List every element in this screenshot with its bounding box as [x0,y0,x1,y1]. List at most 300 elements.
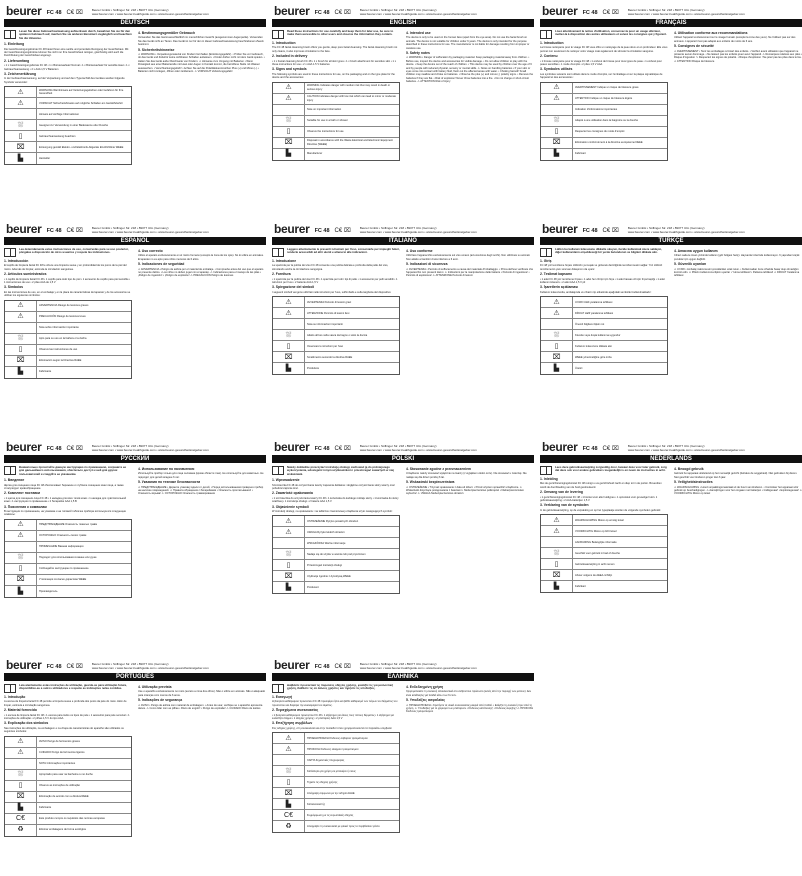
web-line: www.beurer.com • www.beurer-healthguide.com • www.beurer-gesundheitsratgeber.com [91,666,209,670]
web-line: www.beurer.com • www.beurer-healthguide.com • www.beurer-gesundheitsratgeber.com [359,230,477,234]
symbol-row [5,825,131,836]
symbol-description: Gebruiksaanwijzing in acht nemen [575,562,615,566]
symbol-row [541,548,667,559]
symbol-cell [273,733,305,743]
web-line: www.beurer.com • www.beurer-healthguide.com • www.beurer-gesundheitsratgeber.com [91,12,209,16]
symbol-description: Apropriado para usar na banheira ou no duche [39,772,93,776]
language-title: ΕΛΛΗΝΙΚΑ [272,673,534,681]
weee-bin-icon: ⌧ [552,571,561,579]
section-heading: 3. Пояснения к символам [4,504,47,509]
section-text: ⚠ AVVERTENZA • Pericolo di soffocamento a causa del materiale d'imballaggio. • Prima dell'uso verificare che l'apparecchio non presenti danni. ⚠ Indicazioni per la manipolazione delle batterie • Pericolo di ingestione! • Pericolo di esplosione! ⚠ ATTENZIONE Pericolo di lesioni [406,267,534,278]
symbol-row [273,755,399,766]
symbol-row [273,341,399,352]
symbol-row [541,149,667,160]
address-line: Beurer GmbH • Söflinger Str. 218 • 89077 Ulm (Germany) [359,8,437,12]
manual-book-icon [272,466,284,475]
language-panel-nederlands [540,438,802,652]
language-title: ENGLISH [272,19,534,27]
symbols-table [272,296,400,375]
symbol-cell [541,105,573,115]
section-heading: 5. Wskazówki bezpieczeństwa [406,480,455,485]
symbol-row [5,356,131,367]
left-column [4,248,132,381]
section-text: ⚠ ПРЕДУПРЕЖДЕНИЕ • Держите упаковку вдали от детей. • Перед использованием проверьте прибор на наличие повреждений. ⚠ Правила обращения с батарейками • Опасность проглатывания! • Опасность взрыва! ⚠ ОСТОРОЖНО Опасность травмирования [138,485,264,496]
panel-columns [272,30,534,163]
symbols-table [272,732,400,833]
symbol-description: DİKKAT Hafif yaralanma tehlikesi [575,311,614,315]
symbol-row [5,803,131,814]
symbol-description: Indication d'informations importantes [575,107,618,111]
symbol-row [5,770,131,781]
symbol-row [5,301,131,312]
section-text: • 1 gezichtsreinigingsborstel FC 48 • 1 borstel voor alle huidtypes • 1 opzetstuk voor gevoelige huid • 1 gebruiksaanwijzing • 2 AAA-batterijen 1,5 V [540,495,658,503]
symbol-description: AANWIJZING Belangrijke informatie [575,540,617,544]
symbol-row [5,131,131,142]
intro-note [4,466,132,476]
manual-icon: ▯ [18,132,23,140]
shower-icon: ⛆ [553,116,560,124]
symbol-row [273,810,399,821]
manual-icon: ▯ [286,127,291,135]
symbol-description: Απόρριψη σύμφωνα με την οδηγία ΑΗΗΕ [307,791,355,795]
symbol-row [273,766,399,777]
section-text: ⚠ UYARI • Ambalaj malzemesini çocuklardan uzak tutun. • Kullanmadan önce cihazda hasar olup olmadığını kontrol edin. ⚠ Pillerin kullanımına ilişkin uyarılar • Yutma tehlikesi! • Patlama tehlikesi! ⚠ DİKKAT Yaralanma tehlikesi [674,267,800,278]
panel-header [4,220,266,235]
symbol-cell [541,548,573,558]
symbol-row [273,821,399,832]
section-heading: 2. Комплект поставки [4,491,41,496]
language-title: РУССКИЙ [4,455,266,463]
section-heading: 3. Spiegazione dei simboli [272,285,315,290]
web-line: www.beurer.com • www.beurer-healthguide.com • www.beurer-gesundheitsratgeber.com [627,12,745,16]
symbol-cell [5,87,37,97]
intro-text: Należy dokładnie przeczytać instrukcję obsługi, zachować ją do późniejszego wykorzystania, udostępnić innym użytkownikom i przestrzegać zawartych w niej wskazówek. [287,465,394,476]
symbol-cell [273,799,305,809]
symbol-row [273,527,399,538]
address-line: Beurer GmbH • Söflinger Str. 218 • 89077 Ulm (Germany) [627,444,705,448]
symbol-row [541,116,667,127]
section-heading: 1. Inleiding [540,477,558,481]
symbol-cell [273,527,305,537]
section-text: El cepillo de limpieza facial FC 48 le ofrece una limpieza suave y en profundidad de los poros de la piel del rostro. Además de limpiar, estimula la circulación sanguínea. [4,264,127,271]
right-column [138,30,266,167]
language-panel-español [4,220,266,434]
panel-columns [540,466,802,595]
shower-icon: ⛆ [285,331,292,339]
symbol-row [273,777,399,788]
section-text: Щетка для очищения лица FC 48 обеспечивает бережное и глубокое очищение кожи лица, а также стимулирует кровообращение. [4,483,124,491]
recycle-icon: ♻ [17,826,24,834]
symbol-description: Hersteller [39,157,51,161]
intro-text: Διαβάστε προσεκτικά τις παρούσες οδηγίες χρήσης, φυλάξτε τις για μελλοντική χρήση, διαθέστε τις σε άλλους χρήστες και τηρήστε τις υποδείξεις. [287,683,394,691]
intro-note [4,684,132,693]
symbol-cell [273,363,305,374]
panel-columns [4,30,266,167]
symbol-description: Observe as instruções de utilização [39,783,80,787]
manual-icon: ▯ [286,778,291,786]
symbol-cell [273,821,305,832]
symbol-row [273,319,399,330]
language-title: ESPAÑOL [4,237,266,245]
intro-note [540,30,668,39]
symbol-cell [5,312,37,322]
symbol-row [541,537,667,548]
language-title: ITALIANO [272,237,534,245]
brand-logo: beurer [6,4,42,18]
panel-header [4,656,266,671]
symbol-row [5,323,131,334]
symbol-row [273,308,399,319]
symbol-row [273,582,399,593]
intro-note [272,684,400,693]
brand-logo: beurer [274,658,310,672]
symbol-description: Κατάλληλο για χρήση σε μπανιέρα ή ντους [307,769,356,773]
symbol-description: CAUTION Indicates danger with low risk which can lead to minor or moderate injury [307,95,396,102]
weee-bin-icon: ⌧ [552,138,561,146]
section-text: ⚠ WARNUNG • Verpackungsmaterial von Kindern fernhalten (Erstickungsgefahr). • Prüfen Sie vor Gebrauch, ob das Gerät und Zubehör keine sichtbaren Schäden aufweisen. • Kinder dürfen nicht mit dem Gerät spielen. • Halten Sie das Gerät außer Reichweite von Kindern. ⚠ Hinweise zum Umgang mit Batterien • Wenn Flüssigkeit aus einer Batteriezelle mit Haut oder Augen in Kontakt kommt, die betroffene Stelle mit Wasser auswaschen. • Verschluckungsgefahr! • Achten Sie auf die Polaritätskennzeichen Plus (+) und Minus (-). • Batterien nicht zerlegen, öffnen oder zerkleinern. ⚠ VORSICHT Verletzungsgefahr [138,53,265,74]
intro-text: Lees deze gebruiksaanwijzing zorgvuldig door, bewaar deze voor later gebruik, zorg dat deze ook voor andere gebruikers toegankelijk is en neem de instructies in acht. [555,465,667,473]
section-heading: 1. Introdução [4,695,26,699]
symbol-description: Utylizacja zgodnie z dyrektywą WEEE [307,574,351,578]
intro-note [540,248,668,257]
intro-text: Lesen Sie diese Gebrauchsanweisung aufmerksam durch, bewahren Sie sie für den späteren Gebrauch auf, machen Sie sie anderen Benutzern zugänglich und beachten Sie die Hinweise. [19,29,132,40]
symbol-row [273,571,399,582]
symbol-description: ОСТОРОЖНО Опасность легких травм [39,534,87,538]
symbol-cell [541,116,573,126]
symbol-description: ПРЕДУПРЕЖДЕНИЕ Опасность тяжелых травм [39,523,98,527]
section-heading: 5. Υποδείξεις ασφαλείας [406,698,446,703]
manufacturer-address [92,662,209,670]
left-column [272,248,400,377]
manufacturer-address [92,8,209,16]
symbol-row [273,538,399,549]
symbol-cell [273,149,305,160]
section-heading: 5. Indicazioni di sicurezza [406,262,448,267]
symbol-description: Küvette veya duşta kullanıma uygundur [575,333,621,337]
model-number: FC 48 [582,446,598,452]
symbol-cell [541,149,573,160]
manufacturer-address [360,8,477,16]
ce-weee-marks: C€ ⌧ [334,228,351,234]
section-text: Στις οδηγίες χρήσης, στη συσκευασία και στην πινακίδα τύπου χρησιμοποιούνται τα παρακάτω σύμβολα: [272,726,393,730]
symbol-cell [5,575,37,585]
section-text: • 1 x Gesichtsreinigungsbürste FC 48 • 1 x Bürstenaufsatz Normal • 1 x Bürstenaufsatz für sensible Haut • 1 x Gebrauchsanweisung • 2 x AAA 1,5 V Batterien [4,64,130,71]
symbol-cell [5,803,37,813]
web-line: www.beurer.com • www.beurer-healthguide.com • www.beurer-gesundheitsratgeber.com [359,12,477,16]
section-heading: 2. Zawartość opakowania [272,491,313,496]
address-line: Beurer GmbH • Söflinger Str. 218 • 89077 Ulm (Germany) [91,662,169,666]
symbol-description: Önemli bilgilere ilişkin not [575,322,605,326]
address-line: Beurer GmbH • Söflinger Str. 218 • 89077 Ulm (Germany) [627,8,705,12]
symbols-table [4,519,132,598]
manual-icon: ▯ [18,565,23,573]
address-line: Beurer GmbH • Söflinger Str. 218 • 89077 Ulm (Germany) [91,8,169,12]
symbol-cell [541,308,573,318]
caution-icon: ⚠ [553,94,560,102]
section-text: Χρησιμοποιείτε τη συσκευή αποκλειστικά στο ανθρώπινο πρόσωπο (εκτός από την περιοχή των ματιών). Δεν είναι κατάλληλη για παιδιά κάτω των 6 ετών. [406,690,532,697]
section-heading: 5. Sicherheitshinweise [138,47,175,52]
section-text: • 1 szczoteczka do oczyszczania twarzy FC 48 • 1 końcówka do każdego rodzaju skóry • 1 końcówka do skóry wrażliwej • 1 instrukcja obsługi • 2 baterie AAA 1,5 V [272,496,399,504]
section-heading: 3. Símbolos [4,285,24,290]
panel-header [272,2,534,17]
section-text: Η βούρτσα καθαρισμού προσώπου FC 48 προσφέρει ήπιο και βαθύ καθαρισμό των πόρων του δέρματος του προσώπου και διεγείρει την κυκλοφορία του αίματος. [272,700,398,707]
symbol-description: PRECAUCIÓN Riesgo de lesiones leves [39,314,86,318]
section-heading: 1. Introduction [272,41,296,45]
symbol-cell [5,814,37,824]
symbol-description: AVISO Perigo de ferimentos graves [39,739,80,743]
section-heading: 1. Introducción [4,259,29,263]
manual-book-icon [540,466,552,475]
section-text: FC 48 yüz temizleme fırçası cildinizin yumuşak ve gözenek derinliğinde temizlenmesini sağlar. Yüz cildinizi temizlemenin yanı sıra kan dolaşımını da uyarır. [540,264,663,271]
symbol-cell [273,105,305,115]
section-text: ⚠ AVERTISSEMENT • Tenir les emballages à l'écart des enfants. • Vérifiez avant utilisation que l'appareil ne présente aucun dommage. • Ne laissez pas les enfants jouer avec l'appareil. ⚠ Remarques relatives aux piles • Risque d'ingestion ! • Respectez les signes de polarité. • Risque d'explosion ! Ne jetez pas les piles dans le feu. ⚠ ATTENTION Risque de blessure [674,49,802,63]
symbol-cell [541,319,573,329]
symbol-row [541,105,667,116]
symbol-row [541,515,667,526]
symbols-table [540,82,668,161]
section-heading: 2. Teslimat kapsamı [540,272,572,277]
right-column [406,30,534,163]
section-heading: 4. Uso correcto [138,249,163,253]
language-panel-français [540,2,802,216]
symbol-row [541,319,667,330]
symbol-description: WSKAZÓWKA Ważne informacje [307,541,346,545]
ce-weee-marks: C€ ⌧ [66,228,83,234]
recycle-icon: ♻ [285,823,292,831]
section-text: The FC 48 facial cleansing brush offers you gentle, deep pore facial cleansing. The facial cleansing brush not only cleans, it also improves circulation to the face. [272,46,398,53]
symbol-description: Observe las instrucciones de uso [39,347,78,351]
warning-icon: ⚠ [17,88,24,96]
symbol-cell [5,345,37,355]
web-line: www.beurer.com • www.beurer-healthguide.com • www.beurer-gesundheitsratgeber.com [627,230,745,234]
symbol-description: Συμμόρφωση με τις ευρωπαϊκές οδηγίες [307,813,354,817]
symbol-cell [5,781,37,791]
section-heading: 4. Beoogd gebruik [674,467,704,471]
symbol-cell [541,363,573,374]
manufacturer-icon: ▙ [17,368,24,376]
right-column [406,684,534,835]
symbols-table [272,82,400,161]
ce-weee-marks: C€ ⌧ [602,228,619,234]
shower-icon: ⛆ [17,334,24,342]
section-text: Szczoteczka FC 48 do oczyszczania twarzy zapewnia delikatne i dogłębne oczyszczanie skóry twarzy oraz pobudza krążenie krwi. [272,483,395,491]
symbol-description: VOORZICHTIG Risico op licht letsel [575,529,617,533]
manufacturer-address [92,444,209,452]
symbol-row [541,526,667,537]
symbol-cell [5,120,37,130]
symbol-cell [541,559,573,569]
symbol-row [5,553,131,564]
symbol-description: Geeignet zur Verwendung in einer Badewanne oder Dusche [39,123,109,127]
symbol-row [5,109,131,120]
language-title: FRANÇAIS [540,19,802,27]
symbol-row [5,153,131,164]
symbol-cell [273,330,305,340]
symbol-cell [5,564,37,574]
section-text: Utilisez l'appareil exclusivement sur le visage humain (excepté la zone des yeux). Ne l'utilisez pas sur des animaux. L'appareil n'est pas adapté aux enfants de moins de 6 ans. [674,36,796,43]
symbols-table [4,86,132,165]
manual-book-icon [540,30,552,39]
section-heading: 2. Material fornecido [4,708,37,713]
shower-icon: ⛆ [285,767,292,775]
section-heading: 4. Использование по назначению [138,467,195,471]
section-text: • 1 щетка для очищения лица FC 48 • 1 насадка для всех типов кожи • 1 насадка для чувствительной кожи • 1 инструкция по применению • 2 батарейки AAA 1,5 В [4,496,127,504]
symbol-cell [273,116,305,126]
web-line: www.beurer.com • www.beurer-healthguide.com • www.beurer-gesundheitsratgeber.com [627,448,745,452]
symbol-row [273,788,399,799]
symbol-description: Adatto all'uso nella vasca da bagno o sotto la doccia [307,333,368,337]
symbol-description: Eliminação de acordo com a diretiva REEE [39,794,89,798]
symbol-cell [541,570,573,580]
symbol-description: Este produto cumpre os requisitos das normas europeias [39,816,105,820]
shower-icon: ⛆ [553,331,560,339]
symbol-description: Produttore [307,367,320,371]
section-text: ⚠ ADVERTENCIA • Peligro de asfixia por el material de embalaje. • Compruebe antes del uso que el aparato no presente daños. • Los niños no deben jugar con el aparato. ⚠ Indicaciones para el manejo de las pilas • ¡Peligro de ingestión! • ¡Peligro de explosión! ⚠ PRECAUCIÓN Peligro de lesiones [138,267,264,278]
language-panel-english [272,2,534,216]
section-heading: 2. Fornitura [272,272,291,277]
panel-header [272,438,534,453]
symbol-row [541,559,667,570]
section-heading: 1. Εισαγωγή [272,695,293,699]
section-heading: 3. Zeichenerklärung [4,72,37,77]
manual-book-icon [272,248,284,257]
symbol-description: Manufacturer [307,152,323,156]
manual-icon: ▯ [554,560,559,568]
symbol-cell [273,341,305,351]
language-panel-türkçe [540,220,802,434]
manual-book-icon [540,248,552,257]
section-text: • 1 adet FC 48 yüz temizleme fırçası • 1 adet her cilt tipi için fırça • 1 adet hassas cilt için fırça başlığı • 1 adet kullanım kılavuzu • 2 adet AAA 1,5 V pil [540,277,665,285]
symbol-description: ПРИМЕЧАНИЕ Важная информация [39,545,84,549]
model-number: FC 48 [582,228,598,234]
symbol-cell [541,526,573,536]
symbol-description: Fabricante [39,805,52,809]
section-heading: 1. Introduzione [272,259,297,263]
panel-columns [272,248,534,377]
symbol-row [5,542,131,553]
symbol-cell [5,770,37,780]
shower-icon: ⛆ [553,549,560,557]
model-number: FC 48 [314,664,330,670]
symbol-row [541,297,667,308]
symbol-cell [273,319,305,329]
symbols-table [540,296,668,375]
manual-icon: ▯ [18,345,23,353]
panel-columns [4,684,266,839]
symbol-description: NOTA Informações importantes [39,761,76,765]
intro-note [272,466,400,476]
symbol-cell [273,755,305,765]
symbol-description: Adapté à une utilisation dans la baignoire ou la douche [575,118,639,122]
symbol-description: Утилизация согласно директиве WEEE [39,578,87,582]
section-text: In der Gebrauchsanweisung, auf der Verpackung und auf dem Typenschild des Gerätes werden folgende Symbole verwendet: [4,77,125,84]
caution-icon: ⚠ [285,745,292,753]
symbol-description: Производитель [39,589,58,593]
caution-icon: ⚠ [285,528,292,536]
brand-logo: beurer [274,222,310,236]
symbol-cell [273,744,305,754]
section-text: ⚠ ΠΡΟΕΙΔΟΠΟΙΗΣΗ • Κρατήστε τα υλικά συσκευασίας μακριά από παιδιά. • Ελέγξτε τη συσκευή πριν από τη χρήση. ⚠ Υποδείξεις για το χειρισμό των μπαταριών • Κίνδυνος κατάποσης! • Κίνδυνος έκρηξης! ⚠ ΠΡΟΣΟΧΗ Κίνδυνος τραυματισμού [406,703,534,714]
section-heading: 4. Ενδεδειγμένη χρήση [406,685,444,689]
symbol-cell [5,98,37,108]
symbol-description: Gebrauchsanweisung beachten [39,134,76,138]
address-line: Beurer GmbH • Söflinger Str. 218 • 89077 Ulm (Germany) [359,226,437,230]
symbol-cell [273,560,305,570]
brand-logo: beurer [6,222,42,236]
symbol-row [5,87,131,98]
panel-columns [272,466,534,596]
warning-icon: ⚠ [17,301,24,309]
symbol-row [541,570,667,581]
right-column [138,684,266,839]
symbol-row [273,83,399,94]
right-column [138,466,266,600]
section-text: Use o aparelho exclusivamente no rosto (exceto a zona dos olhos). Não o utilize em animais. Não é adequado para crianças com menos de 6 anos. [138,690,266,697]
symbol-cell [273,766,305,776]
symbol-description: Eliminar embalagens de forma ecológica [39,828,86,832]
symbol-row [5,345,131,356]
section-heading: 3. İşaretlerin açıklaması [540,285,579,290]
weee-bin-icon: ⌧ [16,576,25,584]
section-text: • 1 x Facial cleansing brush FC 48 • 1 x brush for all skin types • 1 x brush attachment for sensitive skin • 1 x these instructions for use • 2 x AAA 1.5 V batteries [272,59,397,67]
symbol-row [5,814,131,825]
symbol-description: Fabricant [575,152,586,156]
manual-book-icon [4,684,16,693]
symbol-description: WEEE yönetmeliğine göre imha [575,355,612,359]
intro-text: Leia atentamente estas instruções de utilização, guarde-as para utilização futura, disponibilize-as a outros utilizadores e respeite as indicações nelas contidas. [19,683,127,691]
symbol-description: Kullanım kılavuzunu dikkate alın [575,344,613,348]
caution-icon: ⚠ [285,309,292,317]
section-heading: 3. Explicação dos símbolos [4,721,49,726]
symbol-row [5,312,131,323]
model-number: FC 48 [582,10,598,16]
symbol-cell [273,94,305,104]
brand-logo: beurer [6,440,42,454]
symbol-row [5,748,131,759]
symbol-row [541,94,667,105]
warning-icon: ⚠ [285,734,292,742]
symbol-cell [541,94,573,104]
symbol-row [273,744,399,755]
symbol-cell [273,516,305,526]
brand-logo: beurer [542,222,578,236]
symbol-description: Przestrzegać instrukcji obsługi [307,563,342,567]
symbol-cell [5,553,37,563]
panel-header [540,2,802,17]
symbol-cell [5,542,37,552]
shower-icon: ⛆ [17,554,24,562]
symbols-table [4,300,132,379]
symbols-table [4,736,132,837]
manufacturer-address [360,226,477,234]
panel-header [4,438,266,453]
symbol-row [273,516,399,527]
right-column [674,466,802,595]
symbol-row [5,334,131,345]
weee-bin-icon: ⌧ [552,353,561,361]
address-line: Beurer GmbH • Söflinger Str. 218 • 89077 Ulm (Germany) [627,226,705,230]
language-title: PORTUGUES [4,673,266,681]
section-text: ⚠ AVISO • Perigo de asfixia com material de embalagem. • Antes de usar, verifique se o aparelho apresenta danos. ⚠ Como lidar com as pilhas • Risco de engolir! • Perigo de explosão! ⚠ CUIDADO Risco de lesões [138,703,263,711]
section-text: I seguenti simboli vengono utilizzati nelle istruzioni per l'uso, sull'imballo e sulla targhetta del dispositivo: [272,290,392,294]
section-heading: 3. Objaśnienie symboli [272,504,309,509]
language-panel-русский [4,438,266,652]
symbol-row [5,520,131,531]
brand-logo: beurer [274,4,310,18]
section-text: Die Gesichtsreinigungsbürste FC 48 bietet Ihnen eine sanfte und porentiefe Reinigung der Gesichtshaut. Mit der Gesichtsreinigungsbürste können Sie nicht nur Ihre Gesichtshaut reinigen, gleichzeitig wird auch die Durchblutung der Gesichtshaut angeregt. [4,47,129,58]
symbols-table [272,515,400,594]
symbols-table [540,514,668,593]
